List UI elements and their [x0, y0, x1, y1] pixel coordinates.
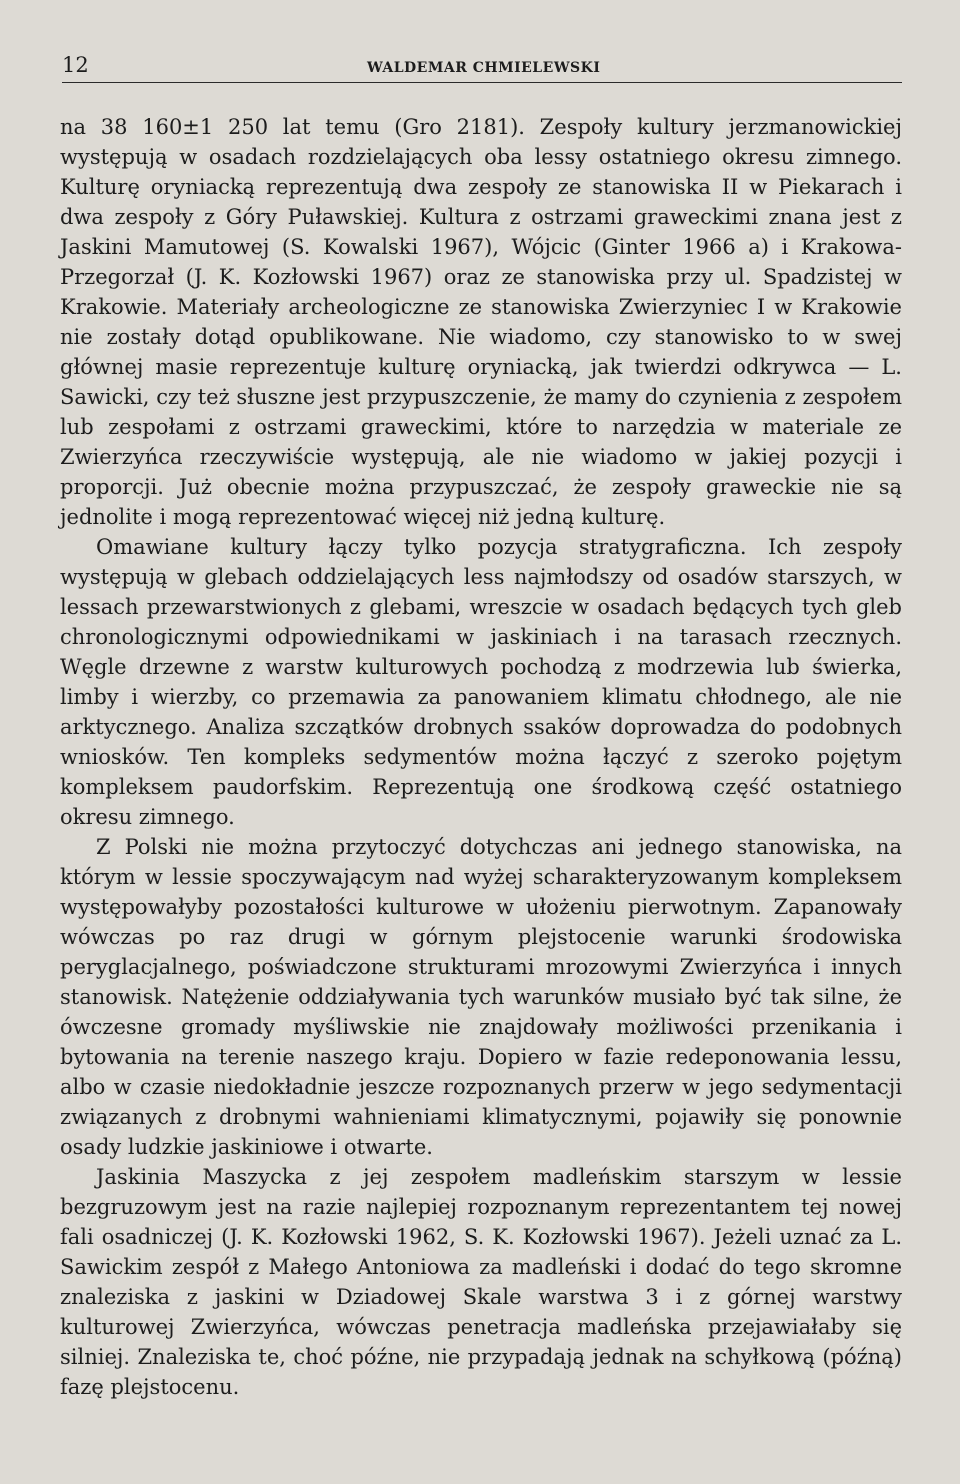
running-head: WALDEMAR CHMIELEWSKI [367, 60, 601, 76]
page-number: 12 [62, 53, 89, 77]
page-header [62, 52, 902, 83]
paragraph-2: Omawiane kultury łączy tylko pozycja stratygraficzna. Ich zespoły występują w glebach oddzielających less najmłodszy od osadów starszych, w lessach przewarstwionych z glebami, wreszcie w osadach będących tych gleb chronologicznymi odpowiednikami w jaskiniach i na tarasach rzecznych. Węgle drzewne z warstw kulturowych pochodzą z modrzewia lub świerka, limby i wierzby, co przemawia za panowaniem klimatu chłodnego, ale nie arktycznego. Analiza szczątków drobnych ssaków doprowadza do podobnych wniosków. Ten kompleks sedymentów można łączyć z szeroko pojętym kompleksem paudorfskim. Reprezentują one środkową część ostatniego okresu zimnego. [60, 535, 902, 829]
body-text [60, 112, 902, 1402]
paragraph-4: Jaskinia Maszycka z jej zespołem madleńskim starszym w lessie bezgruzowym jest na razie najlepiej rozpoznanym reprezentantem tej nowej fali osadniczej (J. K. Kozłowski 1962, S. K. Kozłowski 1967). Jeżeli uznać za L. Sawickim zespół z Małego Antoniowa za madleński i dodać do tego skromne znaleziska z jaskini w Dziadowej Skale warstwa 3 i z górnej warstwy kulturowej Zwierzyńca, wówczas penetracja madleńska przejawiałaby się silniej. Znaleziska te, choć późne, nie przypadają jednak na schyłkową (późną) fazę plejstocenu. [60, 1165, 902, 1399]
paragraph-3: Z Polski nie można przytoczyć dotychczas ani jednego stanowiska, na którym w lessie spoczywającym nad wyżej scharakteryzowanym kompleksem występowałyby pozostałości kulturowe w ułożeniu pierwotnym. Zapanowały wówczas po raz drugi w górnym plejstocenie warunki środowiska peryglacjalnego, poświadczone strukturami mrozowymi Zwierzyńca i innych stanowisk. Natężenie oddziaływania tych warunków musiało być tak silne, że ówczesne gromady myśliwskie nie znajdowały możliwości przenikania i bytowania na terenie naszego kraju. Dopiero w fazie redeponowania lessu, albo w czasie niedokładnie jeszcze rozpoznanych przerw w jego sedymentacji związanych z drobnymi wahnieniami klimatycznymi, pojawiły się ponownie osady ludzkie jaskiniowe i otwarte. [60, 835, 902, 1159]
paragraph-1: na 38 160±1 250 lat temu (Gro 2181). Zespoły kultury jerzmanowickiej występują w osadach rozdzielających oba lessy ostatniego okresu zimnego. Kulturę oryniacką reprezentują dwa zespoły ze stanowiska II w Piekarach i dwa zespoły z Góry Puławskiej. Kultura z ostrzami graweckimi znana jest z Jaskini Mamutowej (S. Kowalski 1967), Wójcic (Ginter 1966 a) i Krakowa-Przegorzał (J. K. Kozłowski 1967) oraz ze stanowiska przy ul. Spadzistej w Krakowie. Materiały archeologiczne ze stanowiska Zwierzyniec I w Krakowie nie zostały dotąd opublikowane. Nie wiadomo, czy stanowisko to w swej głównej masie reprezentuje kulturę oryniacką, jak twierdzi odkrywca — L. Sawicki, czy też słuszne jest przypuszczenie, że mamy do czynienia z zespołem lub zespołami z ostrzami graweckimi, które to narzędzia w materiale ze Zwierzyńca rzeczywiście występują, ale nie wiadomo w jakiej pozycji i proporcji. Już obecnie można przypuszczać, że zespoły graweckie nie są jednolite i mogą reprezentować więcej niż jedną kulturę. [60, 115, 902, 529]
